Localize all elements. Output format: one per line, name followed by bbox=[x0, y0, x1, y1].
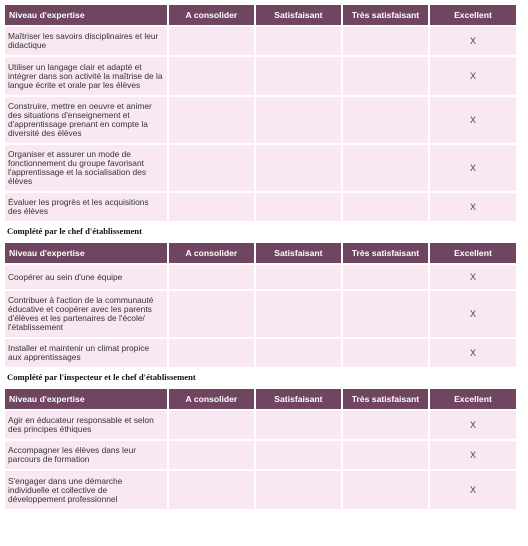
rating-a-consolider bbox=[169, 441, 254, 469]
rating-tres-satisfaisant bbox=[343, 411, 428, 439]
criterion-cell: Évaluer les progrès et les acquisitions des élèves bbox=[5, 193, 167, 221]
header-niveau: Niveau d'expertise bbox=[5, 389, 167, 409]
rating-excellent: X bbox=[430, 411, 516, 439]
header-satisfaisant: Satisfaisant bbox=[256, 5, 341, 25]
rating-a-consolider bbox=[169, 471, 254, 509]
table-header-row bbox=[5, 5, 516, 25]
expertise-table-1 bbox=[3, 3, 518, 223]
rating-tres-satisfaisant bbox=[343, 265, 428, 289]
rating-tres-satisfaisant bbox=[343, 193, 428, 221]
rating-satisfaisant bbox=[256, 27, 341, 55]
criterion-cell: Construire, mettre en oeuvre et animer des situations d'enseignement et d'apprentissage prenant en compte la diversité des élèves bbox=[5, 97, 167, 143]
rating-a-consolider bbox=[169, 291, 254, 337]
rating-a-consolider bbox=[169, 411, 254, 439]
rating-satisfaisant bbox=[256, 193, 341, 221]
rating-satisfaisant bbox=[256, 97, 341, 143]
table-row bbox=[5, 291, 516, 337]
rating-excellent: X bbox=[430, 265, 516, 289]
evaluation-document bbox=[5, 3, 520, 511]
table-row bbox=[5, 145, 516, 191]
rating-excellent: X bbox=[430, 471, 516, 509]
section-title-inspecteur-chef: Complété par l'inspecteur et le chef d'établissement bbox=[7, 372, 196, 382]
header-excellent: Excellent bbox=[430, 243, 516, 263]
rating-tres-satisfaisant bbox=[343, 145, 428, 191]
header-tres-satisfaisant: Très satisfaisant bbox=[343, 243, 428, 263]
table-row bbox=[5, 97, 516, 143]
header-satisfaisant: Satisfaisant bbox=[256, 389, 341, 409]
rating-a-consolider bbox=[169, 145, 254, 191]
rating-satisfaisant bbox=[256, 265, 341, 289]
header-a-consolider: A consolider bbox=[169, 5, 254, 25]
criterion-cell: Utiliser un langage clair et adapté et intégrer dans son activité la maîtrise de la langue écrite et orale par les élèves bbox=[5, 57, 167, 95]
rating-excellent: X bbox=[430, 441, 516, 469]
section-title-chef: Complété par le chef d'établissement bbox=[7, 226, 142, 236]
rating-tres-satisfaisant bbox=[343, 471, 428, 509]
rating-satisfaisant bbox=[256, 339, 341, 367]
rating-a-consolider bbox=[169, 265, 254, 289]
header-tres-satisfaisant: Très satisfaisant bbox=[343, 389, 428, 409]
table-row bbox=[5, 441, 516, 469]
header-niveau: Niveau d'expertise bbox=[5, 243, 167, 263]
rating-tres-satisfaisant bbox=[343, 97, 428, 143]
table-header-row bbox=[5, 243, 516, 263]
table-row bbox=[5, 193, 516, 221]
header-niveau: Niveau d'expertise bbox=[5, 5, 167, 25]
rating-a-consolider bbox=[169, 339, 254, 367]
rating-excellent: X bbox=[430, 57, 516, 95]
criterion-cell: Agir en éducateur responsable et selon des principes éthiques bbox=[5, 411, 167, 439]
table-row bbox=[5, 411, 516, 439]
rating-satisfaisant bbox=[256, 291, 341, 337]
rating-excellent: X bbox=[430, 145, 516, 191]
table-row bbox=[5, 57, 516, 95]
rating-a-consolider bbox=[169, 27, 254, 55]
rating-satisfaisant bbox=[256, 471, 341, 509]
rating-tres-satisfaisant bbox=[343, 441, 428, 469]
header-tres-satisfaisant: Très satisfaisant bbox=[343, 5, 428, 25]
criterion-cell: Organiser et assurer un mode de fonctionnement du groupe favorisant l'apprentissage et la socialisation des élèves bbox=[5, 145, 167, 191]
header-satisfaisant: Satisfaisant bbox=[256, 243, 341, 263]
rating-satisfaisant bbox=[256, 145, 341, 191]
table-row bbox=[5, 339, 516, 367]
table-header-row bbox=[5, 389, 516, 409]
rating-tres-satisfaisant bbox=[343, 339, 428, 367]
table-row bbox=[5, 27, 516, 55]
table-row bbox=[5, 265, 516, 289]
table-row bbox=[5, 471, 516, 509]
rating-excellent: X bbox=[430, 291, 516, 337]
header-excellent: Excellent bbox=[430, 5, 516, 25]
criterion-cell: Installer et maintenir un climat propice aux apprentissages bbox=[5, 339, 167, 367]
rating-tres-satisfaisant bbox=[343, 291, 428, 337]
rating-a-consolider bbox=[169, 57, 254, 95]
rating-a-consolider bbox=[169, 97, 254, 143]
criterion-cell: Contribuer à l'action de la communauté éducative et coopérer avec les parents d'élèves et les partenaires de l'école/ l'établissement bbox=[5, 291, 167, 337]
rating-excellent: X bbox=[430, 193, 516, 221]
rating-excellent: X bbox=[430, 339, 516, 367]
rating-satisfaisant bbox=[256, 57, 341, 95]
rating-satisfaisant bbox=[256, 441, 341, 469]
expertise-table-2 bbox=[3, 241, 518, 369]
rating-excellent: X bbox=[430, 27, 516, 55]
expertise-table-3 bbox=[3, 387, 518, 511]
rating-satisfaisant bbox=[256, 411, 341, 439]
header-a-consolider: A consolider bbox=[169, 389, 254, 409]
criterion-cell: Coopérer au sein d'une équipe bbox=[5, 265, 167, 289]
rating-tres-satisfaisant bbox=[343, 57, 428, 95]
header-a-consolider: A consolider bbox=[169, 243, 254, 263]
rating-tres-satisfaisant bbox=[343, 27, 428, 55]
rating-excellent: X bbox=[430, 97, 516, 143]
criterion-cell: Maîtriser les savoirs disciplinaires et leur didactique bbox=[5, 27, 167, 55]
criterion-cell: S'engager dans une démarche individuelle et collective de développement professionnel bbox=[5, 471, 167, 509]
header-excellent: Excellent bbox=[430, 389, 516, 409]
rating-a-consolider bbox=[169, 193, 254, 221]
criterion-cell: Accompagner les élèves dans leur parcours de formation bbox=[5, 441, 167, 469]
